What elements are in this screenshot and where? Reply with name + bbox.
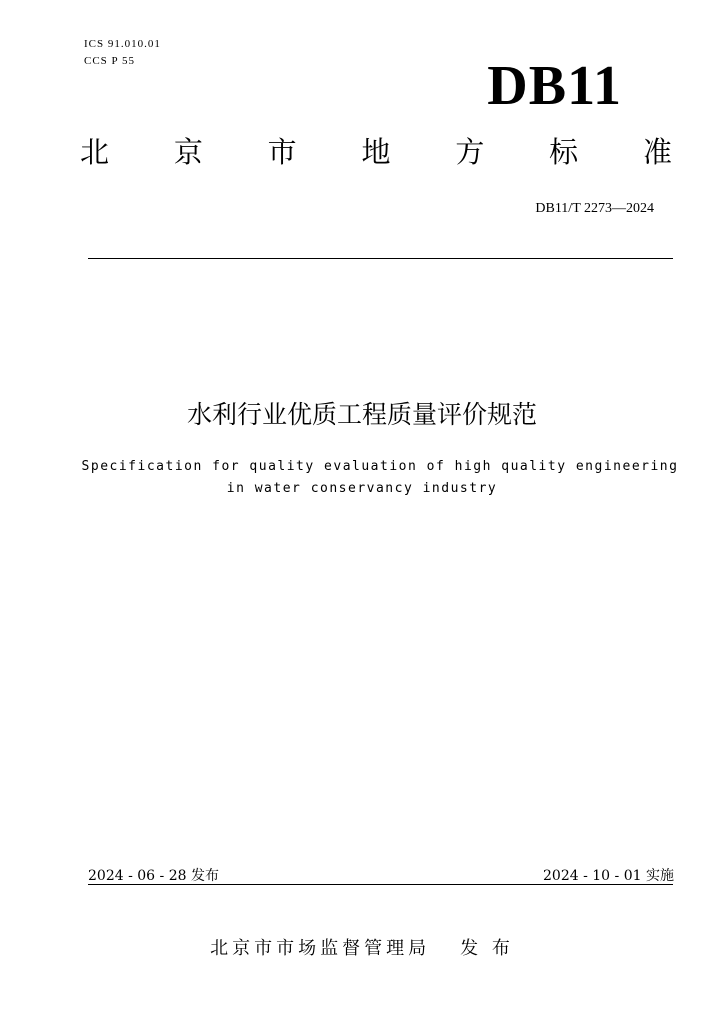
category-char: 京 xyxy=(173,135,203,169)
category-char: 方 xyxy=(455,135,485,169)
standard-mark: DB11 xyxy=(487,55,622,117)
category-char: 准 xyxy=(642,135,672,169)
standard-category xyxy=(80,135,672,169)
issuer-name: 北京市市场监督管理局 xyxy=(210,938,431,959)
footer-divider xyxy=(88,884,673,885)
category-char: 标 xyxy=(549,135,579,169)
category-char: 市 xyxy=(267,135,297,169)
header-divider xyxy=(88,258,673,259)
title-english-line-2: in water conservancy industry xyxy=(226,481,498,496)
implementation-date: 2024 - 10 - 01 实施 xyxy=(543,868,674,884)
ics-code: ICS 91.010.01 xyxy=(84,38,161,50)
title-english-line-1: Specification for quality evaluation of high quality engineering xyxy=(81,459,679,474)
title-chinese: 水利行业优质工程质量评价规范 xyxy=(186,400,537,429)
category-char: 地 xyxy=(361,135,391,169)
document-number: DB11/T 2273—2024 xyxy=(535,201,654,216)
issuer-line xyxy=(0,934,724,960)
issue-label: 发 布 xyxy=(460,938,514,959)
publish-date: 2024 - 06 - 28 发布 xyxy=(88,868,219,884)
ccs-code: CCS P 55 xyxy=(84,55,136,67)
category-char: 北 xyxy=(80,135,110,169)
